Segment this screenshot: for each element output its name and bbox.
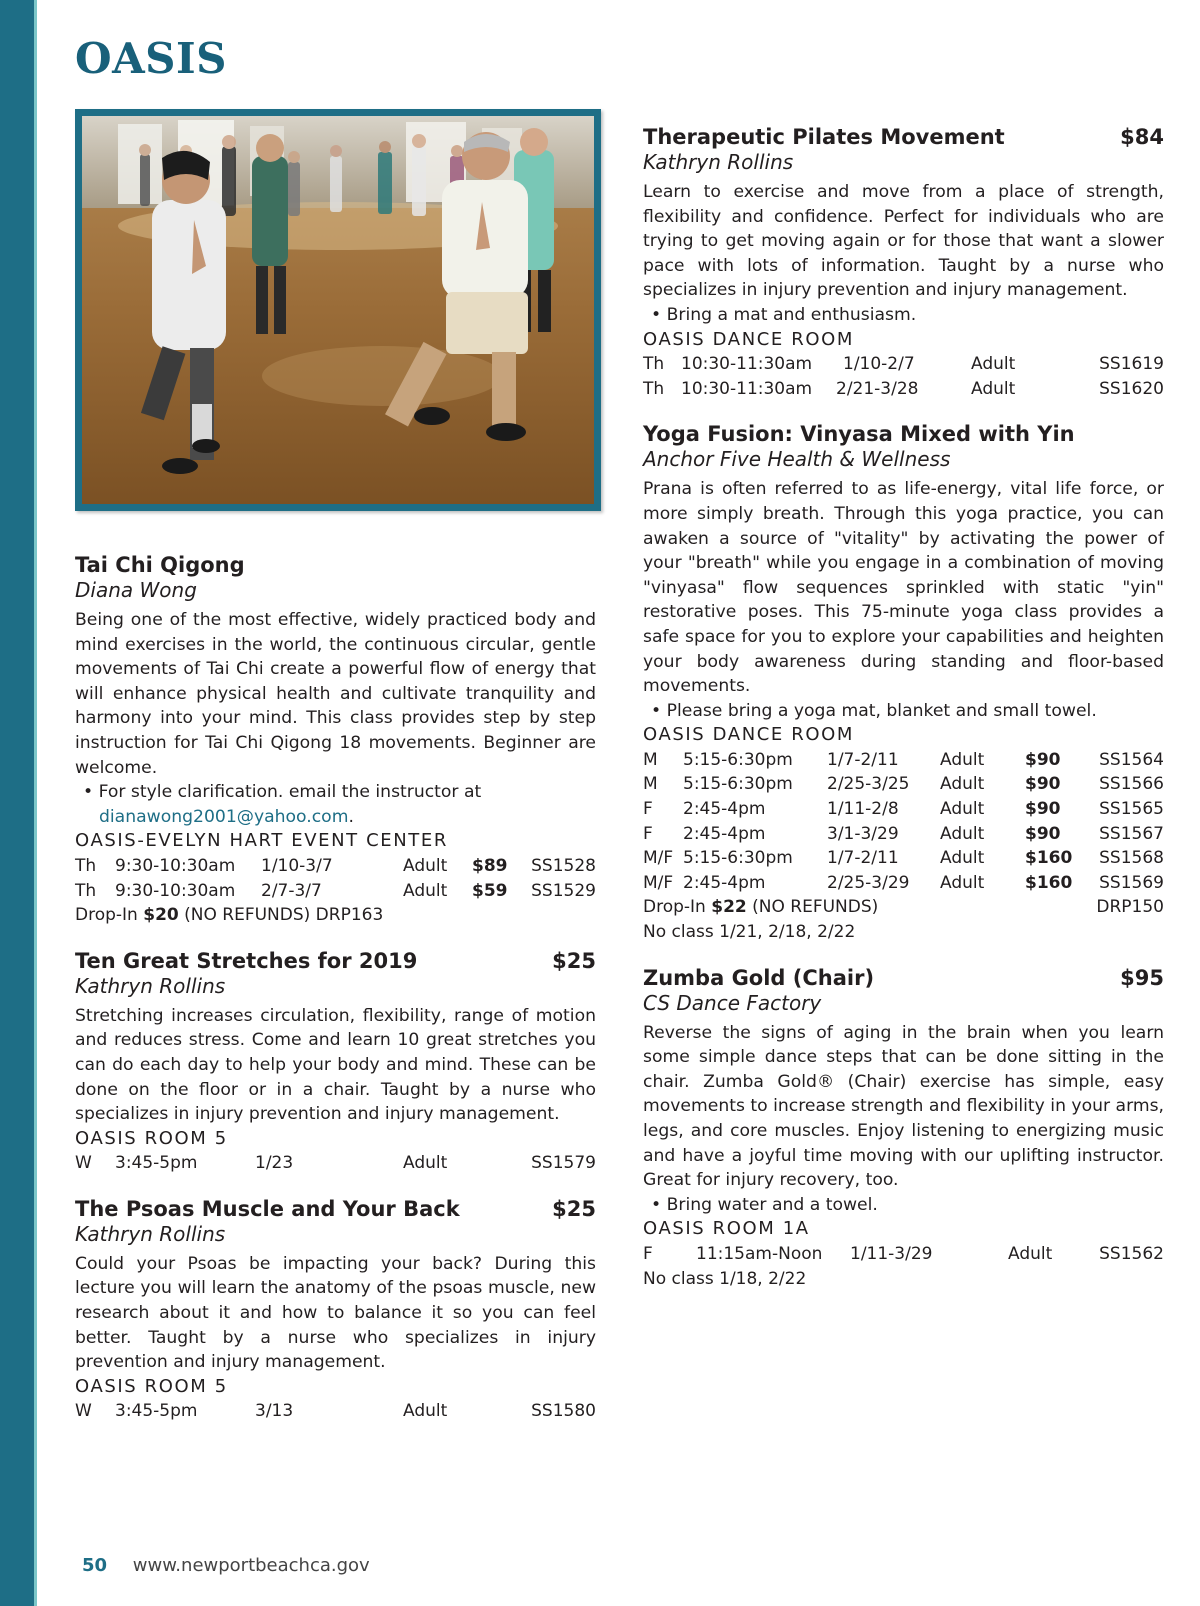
schedule-age: Adult [1008, 1243, 1053, 1264]
schedule-age: Adult [403, 1401, 448, 1422]
schedule-row [75, 879, 596, 904]
schedule-code: SS1579 [531, 1153, 596, 1174]
schedule-code: SS1620 [1099, 378, 1164, 399]
schedule-time: 2:45-4pm [683, 872, 766, 893]
schedule-age: Adult [403, 1153, 448, 1174]
schedule-day: Th [75, 855, 97, 876]
schedule-time: 10:30-11:30am [681, 354, 813, 375]
schedule-dates: 2/25-3/29 [827, 872, 910, 893]
course-instructor: Kathryn Rollins [75, 973, 226, 998]
course-instructor: Diana Wong [75, 578, 197, 602]
left-column [75, 552, 596, 1444]
schedule-dates: 1/10-3/7 [261, 855, 333, 876]
course-bullet: • Bring a mat and enthusiasm. [651, 304, 917, 325]
schedule-row [643, 748, 1164, 773]
schedule-row [643, 822, 1164, 847]
schedule-age: Adult [971, 378, 1016, 399]
schedule-row [75, 854, 596, 879]
dropin-code: DRP150 [1096, 897, 1164, 918]
schedule-row [75, 1399, 596, 1424]
course-yoga-fusion [643, 421, 1164, 944]
course-header [75, 552, 596, 578]
schedule-code: SS1562 [1099, 1243, 1164, 1264]
instructor-email-link[interactable]: dianawong2001@yahoo.com [99, 806, 349, 827]
course-header [643, 965, 1164, 991]
schedule-code: SS1567 [1099, 823, 1164, 844]
schedule-code: SS1528 [531, 855, 596, 876]
course-instructor: CS Dance Factory [643, 990, 822, 1015]
schedule-code: SS1529 [531, 880, 596, 901]
schedule-day: Th [75, 880, 97, 901]
course-description: Stretching increases circulation, flexibility, range of motion and reduces stress. Come and learn 10 great stretches you can do each day to help your body and mind. These can be done on the floor or in a chair. Taught by a nurse who specializes in injury prevention and injury management. [75, 1005, 596, 1125]
schedule-row [643, 797, 1164, 822]
bullet-text: For style clarification. email the instructor at [98, 782, 482, 803]
dropin-note [643, 895, 1164, 920]
schedule-row [643, 846, 1164, 871]
schedule-age: Adult [940, 749, 985, 770]
course-tai-chi-qigong [75, 552, 596, 928]
course-room: OASIS ROOM 5 [75, 1127, 228, 1149]
course-instructor: Kathryn Rollins [643, 150, 794, 174]
schedule-age: Adult [403, 855, 448, 876]
schedule-dates: 1/23 [255, 1153, 294, 1174]
schedule-code: SS1569 [1099, 872, 1164, 893]
dropin-label: Drop-In [643, 897, 706, 918]
schedule-row [643, 1242, 1164, 1267]
course-title: The Psoas Muscle and Your Back [75, 1196, 460, 1221]
schedule-day: M/F [643, 872, 674, 893]
course-price: $95 [1120, 965, 1164, 990]
course-bullet: • Bring water and a towel. [651, 1194, 878, 1215]
schedule-code: SS1619 [1099, 354, 1164, 375]
course-title: Zumba Gold (Chair) [643, 965, 875, 990]
right-column [643, 124, 1164, 1311]
course-title: Tai Chi Qigong [75, 553, 245, 577]
course-title: Yoga Fusion: Vinyasa Mixed with Yin [643, 422, 1075, 447]
schedule-day: W [75, 1153, 92, 1174]
schedule-day: M [643, 749, 658, 770]
schedule-age: Adult [940, 774, 985, 795]
side-accent-edge [34, 0, 37, 1606]
course-therapeutic-pilates [643, 124, 1164, 401]
course-title: Therapeutic Pilates Movement [643, 125, 1005, 149]
schedule-day: M [643, 774, 658, 795]
schedule-dates: 3/13 [255, 1401, 294, 1422]
page-number: 50 [82, 1555, 108, 1576]
course-instructor: Anchor Five Health & Wellness [643, 447, 951, 472]
schedule-price: $90 [1025, 799, 1061, 820]
schedule-row [643, 772, 1164, 797]
course-ten-great-stretches [75, 948, 596, 1176]
schedule-code: SS1565 [1099, 799, 1164, 820]
schedule-price: $59 [472, 880, 508, 901]
schedule-dates: 2/21-3/28 [836, 378, 919, 399]
no-class-note: No class 1/21, 2/18, 2/22 [643, 922, 856, 943]
bullet-text: Please bring a yoga mat, blanket and small towel. [666, 700, 1097, 721]
schedule-day: F [643, 823, 653, 844]
course-description: Could your Psoas be impacting your back? During this lecture you will learn the anatomy of the psoas muscle, new research about it and how to balance it so you can feel better. Taught by a nurse who specializes in injury prevention and injury management. [75, 1253, 596, 1373]
schedule-row [643, 871, 1164, 896]
schedule-time: 5:15-6:30pm [683, 774, 793, 795]
tai-chi-class-photo [82, 116, 594, 504]
course-description: Being one of the most effective, widely practiced body and mind exercises in the world, the continuous circular, gentle movements of Tai Chi create a powerful flow of energy that will enhance physical health and cultivate tranquility and harmony into your mind. This class provides step by step instruction for Tai Chi Qigong 18 movements. Beginner are welcome. [75, 610, 596, 778]
schedule-age: Adult [940, 848, 985, 869]
course-description: Reverse the signs of aging in the brain when you learn some simple dance steps that can be done sitting in the chair. Zumba Gold® (Chair) exercise has simple, easy movements to increase strength and flexibility in your arms, legs, and core muscles. Enjoy listening to energizing music and have a joyful time moving with our uplifting instructor. Great for injury recovery, too. [643, 1022, 1165, 1191]
course-description: Learn to exercise and move from a place of strength, flexibility and confidence. Perfect for individuals who are trying to get moving again or for those that want a slower pace with lots of information. Taught by a nurse who specializes in injury prevention and injury management. [643, 182, 1164, 301]
schedule-dates: 2/25-3/25 [827, 774, 910, 795]
course-psoas-muscle [75, 1196, 596, 1424]
course-room: OASIS DANCE ROOM [643, 328, 855, 350]
page-title: OASIS [75, 34, 227, 83]
dropin-price: $20 [143, 905, 179, 926]
course-header [75, 948, 596, 974]
schedule-age: Adult [940, 823, 985, 844]
schedule-dates: 3/1-3/29 [827, 823, 899, 844]
schedule-price: $90 [1025, 823, 1061, 844]
schedule-time: 5:15-6:30pm [683, 848, 793, 869]
schedule-row [643, 377, 1164, 402]
class-photo [75, 109, 601, 511]
schedule-code: SS1564 [1099, 749, 1164, 770]
bullet-text: Bring a mat and enthusiasm. [666, 304, 917, 325]
schedule-age: Adult [403, 880, 448, 901]
course-description: Prana is often referred to as life-energy, vital life force, or more simply breath. Through this yoga practice, you can awaken a source of "vitality" by activating the power of your "breath" while you engage in a combination of moving "vinyasa" flow sequences sprinkled with static "yin" restorative poses. This 75-minute yoga class provides a safe space for you to explore your capabilities and heighten your body awareness during standing and floor-based movements. [643, 479, 1164, 697]
schedule-price: $160 [1025, 872, 1073, 893]
schedule-price: $89 [472, 855, 508, 876]
schedule-time: 2:45-4pm [683, 799, 766, 820]
schedule-age: Adult [940, 799, 985, 820]
course-room: OASIS ROOM 1A [643, 1218, 810, 1240]
schedule-dates: 1/7-2/11 [827, 749, 899, 770]
course-instructor: Kathryn Rollins [75, 1221, 226, 1246]
course-room: OASIS DANCE ROOM [643, 724, 855, 746]
schedule-time: 3:45-5pm [115, 1153, 198, 1174]
schedule-dates: 1/7-2/11 [827, 848, 899, 869]
course-price: $25 [552, 948, 596, 973]
schedule-dates: 2/7-3/7 [261, 880, 322, 901]
schedule-age: Adult [971, 354, 1016, 375]
schedule-day: Th [643, 378, 665, 399]
website-link[interactable]: www.newportbeachca.gov [132, 1555, 370, 1576]
schedule-row [75, 1151, 596, 1176]
dropin-price: $22 [711, 897, 747, 918]
schedule-time: 2:45-4pm [683, 823, 766, 844]
schedule-price: $90 [1025, 774, 1061, 795]
schedule-time: 9:30-10:30am [115, 855, 236, 876]
schedule-code: SS1580 [531, 1401, 596, 1422]
schedule-time: 9:30-10:30am [115, 880, 236, 901]
no-class-note: No class 1/18, 2/22 [643, 1268, 807, 1289]
schedule-price: $90 [1025, 749, 1061, 770]
schedule-day: F [643, 799, 653, 820]
course-price: $84 [1120, 125, 1164, 149]
schedule-day: W [75, 1401, 92, 1422]
schedule-row [643, 352, 1164, 377]
schedule-age: Adult [940, 872, 985, 893]
course-price: $25 [552, 1196, 596, 1221]
schedule-dates: 1/10-2/7 [843, 354, 915, 375]
course-bullet: • Please bring a yoga mat, blanket and small towel. [651, 700, 1097, 721]
bullet-text: Bring water and a towel. [666, 1194, 878, 1215]
course-bullet: • For style clarification. email the instructor at dianawong2001@yahoo.com. [83, 782, 482, 827]
course-room: OASIS ROOM 5 [75, 1375, 228, 1397]
schedule-day: Th [643, 354, 665, 375]
course-header [643, 421, 1164, 447]
course-header [643, 124, 1164, 150]
dropin-note [75, 903, 596, 928]
page-footer [82, 1555, 370, 1576]
course-zumba-gold [643, 965, 1164, 1292]
course-title: Ten Great Stretches for 2019 [75, 948, 418, 973]
schedule-time: 5:15-6:30pm [683, 749, 793, 770]
schedule-code: SS1566 [1099, 774, 1164, 795]
dropin-label: Drop-In [75, 905, 138, 926]
schedule-time: 10:30-11:30am [681, 378, 813, 399]
dropin-details: (NO REFUNDS) [752, 897, 879, 918]
schedule-dates: 1/11-2/8 [827, 799, 899, 820]
course-room: OASIS-EVELYN HART EVENT CENTER [75, 830, 448, 852]
schedule-code: SS1568 [1099, 848, 1164, 869]
schedule-dates: 1/11-3/29 [850, 1243, 933, 1264]
schedule-time: 3:45-5pm [115, 1401, 198, 1422]
dropin-details: (NO REFUNDS) DRP163 [184, 905, 384, 926]
schedule-day: F [643, 1243, 653, 1264]
schedule-day: M/F [643, 848, 674, 869]
course-header [75, 1196, 596, 1222]
schedule-time: 11:15am-Noon [696, 1243, 823, 1264]
side-accent-bar [0, 0, 34, 1606]
schedule-price: $160 [1025, 848, 1073, 869]
